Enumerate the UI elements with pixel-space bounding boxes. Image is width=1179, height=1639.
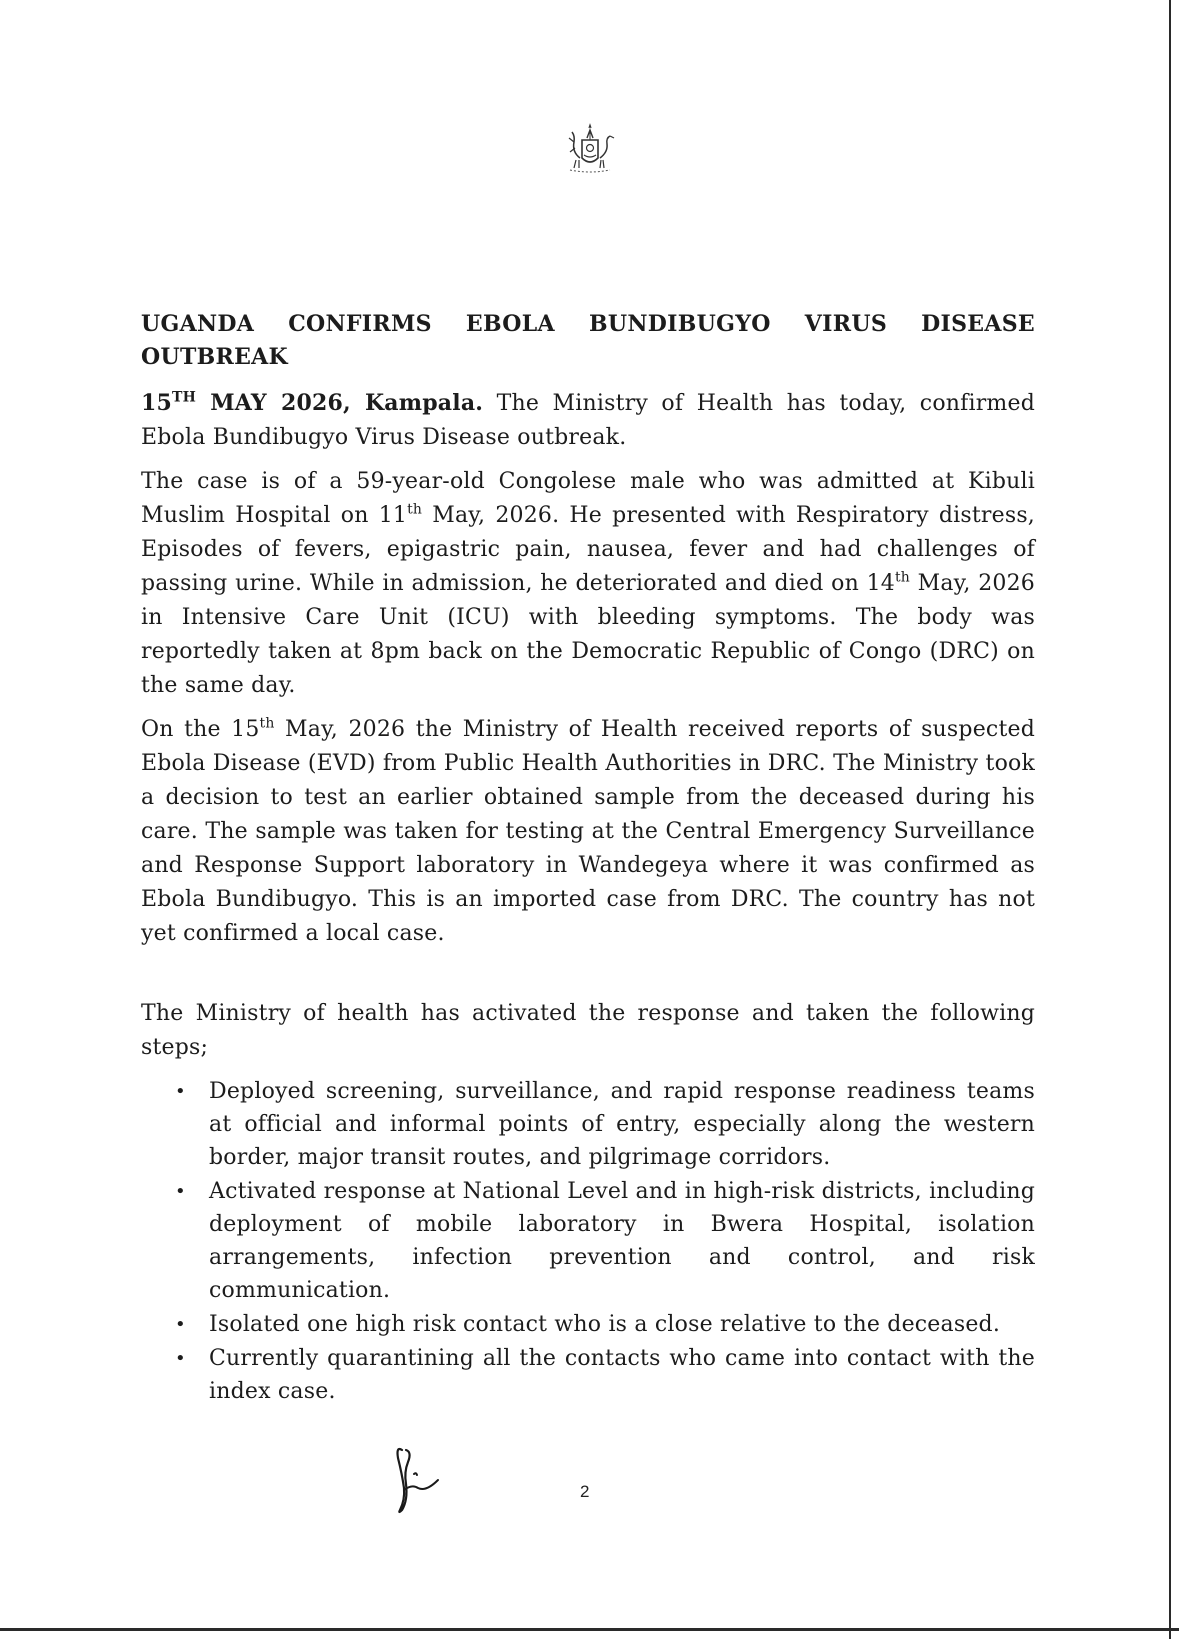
title-line-1 (141, 308, 1035, 341)
title-word: DISEASE (921, 311, 1035, 337)
dateline: 15TH MAY 2026, Kampala. (141, 389, 484, 416)
list-item: • Isolated one high risk contact who is a close relative to the deceased. (209, 1308, 1035, 1341)
lead-paragraph (141, 386, 1035, 455)
page-number: 2 (580, 1482, 590, 1501)
list-item: • Activated response at National Level and in high-risk districts, including deployment of mobile laboratory in Bwera Hospital, isolation arrangements, infection prevention and control, and risk communication. (209, 1175, 1035, 1307)
title-word: UGANDA (141, 311, 255, 337)
bullet-icon: • (175, 1081, 186, 1102)
list-item: • Currently quarantining all the contacts who came into contact with the index case. (209, 1342, 1035, 1408)
page-edge-right (1169, 0, 1171, 1639)
lead-text: The Ministry of Health has today, confirmed Ebola Bundibugyo Virus Disease outbreak. (141, 391, 1036, 450)
paragraph-spacer (141, 961, 1035, 997)
steps-intro: The Ministry of health has activated the response and taken the following steps; (141, 1001, 1035, 1060)
response-steps-list (141, 1075, 1035, 1408)
bullet-icon: • (175, 1314, 186, 1335)
handwritten-signature-icon (392, 1444, 456, 1516)
title-word: BUNDIBUGYO (589, 311, 771, 337)
page-edge-bottom (0, 1628, 1179, 1631)
uganda-coat-of-arms-icon (560, 122, 620, 182)
title-word: VIRUS (804, 311, 888, 337)
list-item: • Deployed screening, surveillance, and rapid response readiness teams at official and informal points of entry, especially along the western border, major transit routes, and pilgrimage corridors. (209, 1075, 1035, 1174)
report-paragraph: On the 15th May, 2026 the Ministry of Health received reports of suspected Ebola Disease (EVD) from Public Health Authorities in DRC. The Ministry took a decision to test an earlier obtained sample from the deceased during his care. The sample was taken for testing at the Central Emergency Surveillance and Response Support laboratory in Wandegeya where it was confirmed as Ebola Bundibugyo. This is an imported case from DRC. The country has not yet confirmed a local case. (141, 715, 1035, 946)
bullet-icon: • (175, 1181, 186, 1202)
title-word: EBOLA (465, 311, 555, 337)
press-release-body (141, 308, 1035, 1409)
document-title (141, 308, 1035, 374)
bullet-icon: • (175, 1348, 186, 1369)
title-line-2: OUTBREAK (141, 344, 288, 370)
case-paragraph: The case is of a 59-year-old Congolese male who was admitted at Kibuli Muslim Hospital on 11th May, 2026. He presented with Respiratory distress, Episodes of fevers, epigastric pain, nausea, fever and had challenges of passing urine. While in admission, he deteriorated and died on 14th May, 2026 in Intensive Care Unit (ICU) with bleeding symptoms. The body was reportedly taken at 8pm back on the Democratic Republic of Congo (DRC) on the same day. (141, 469, 1036, 698)
title-word: CONFIRMS (288, 311, 432, 337)
